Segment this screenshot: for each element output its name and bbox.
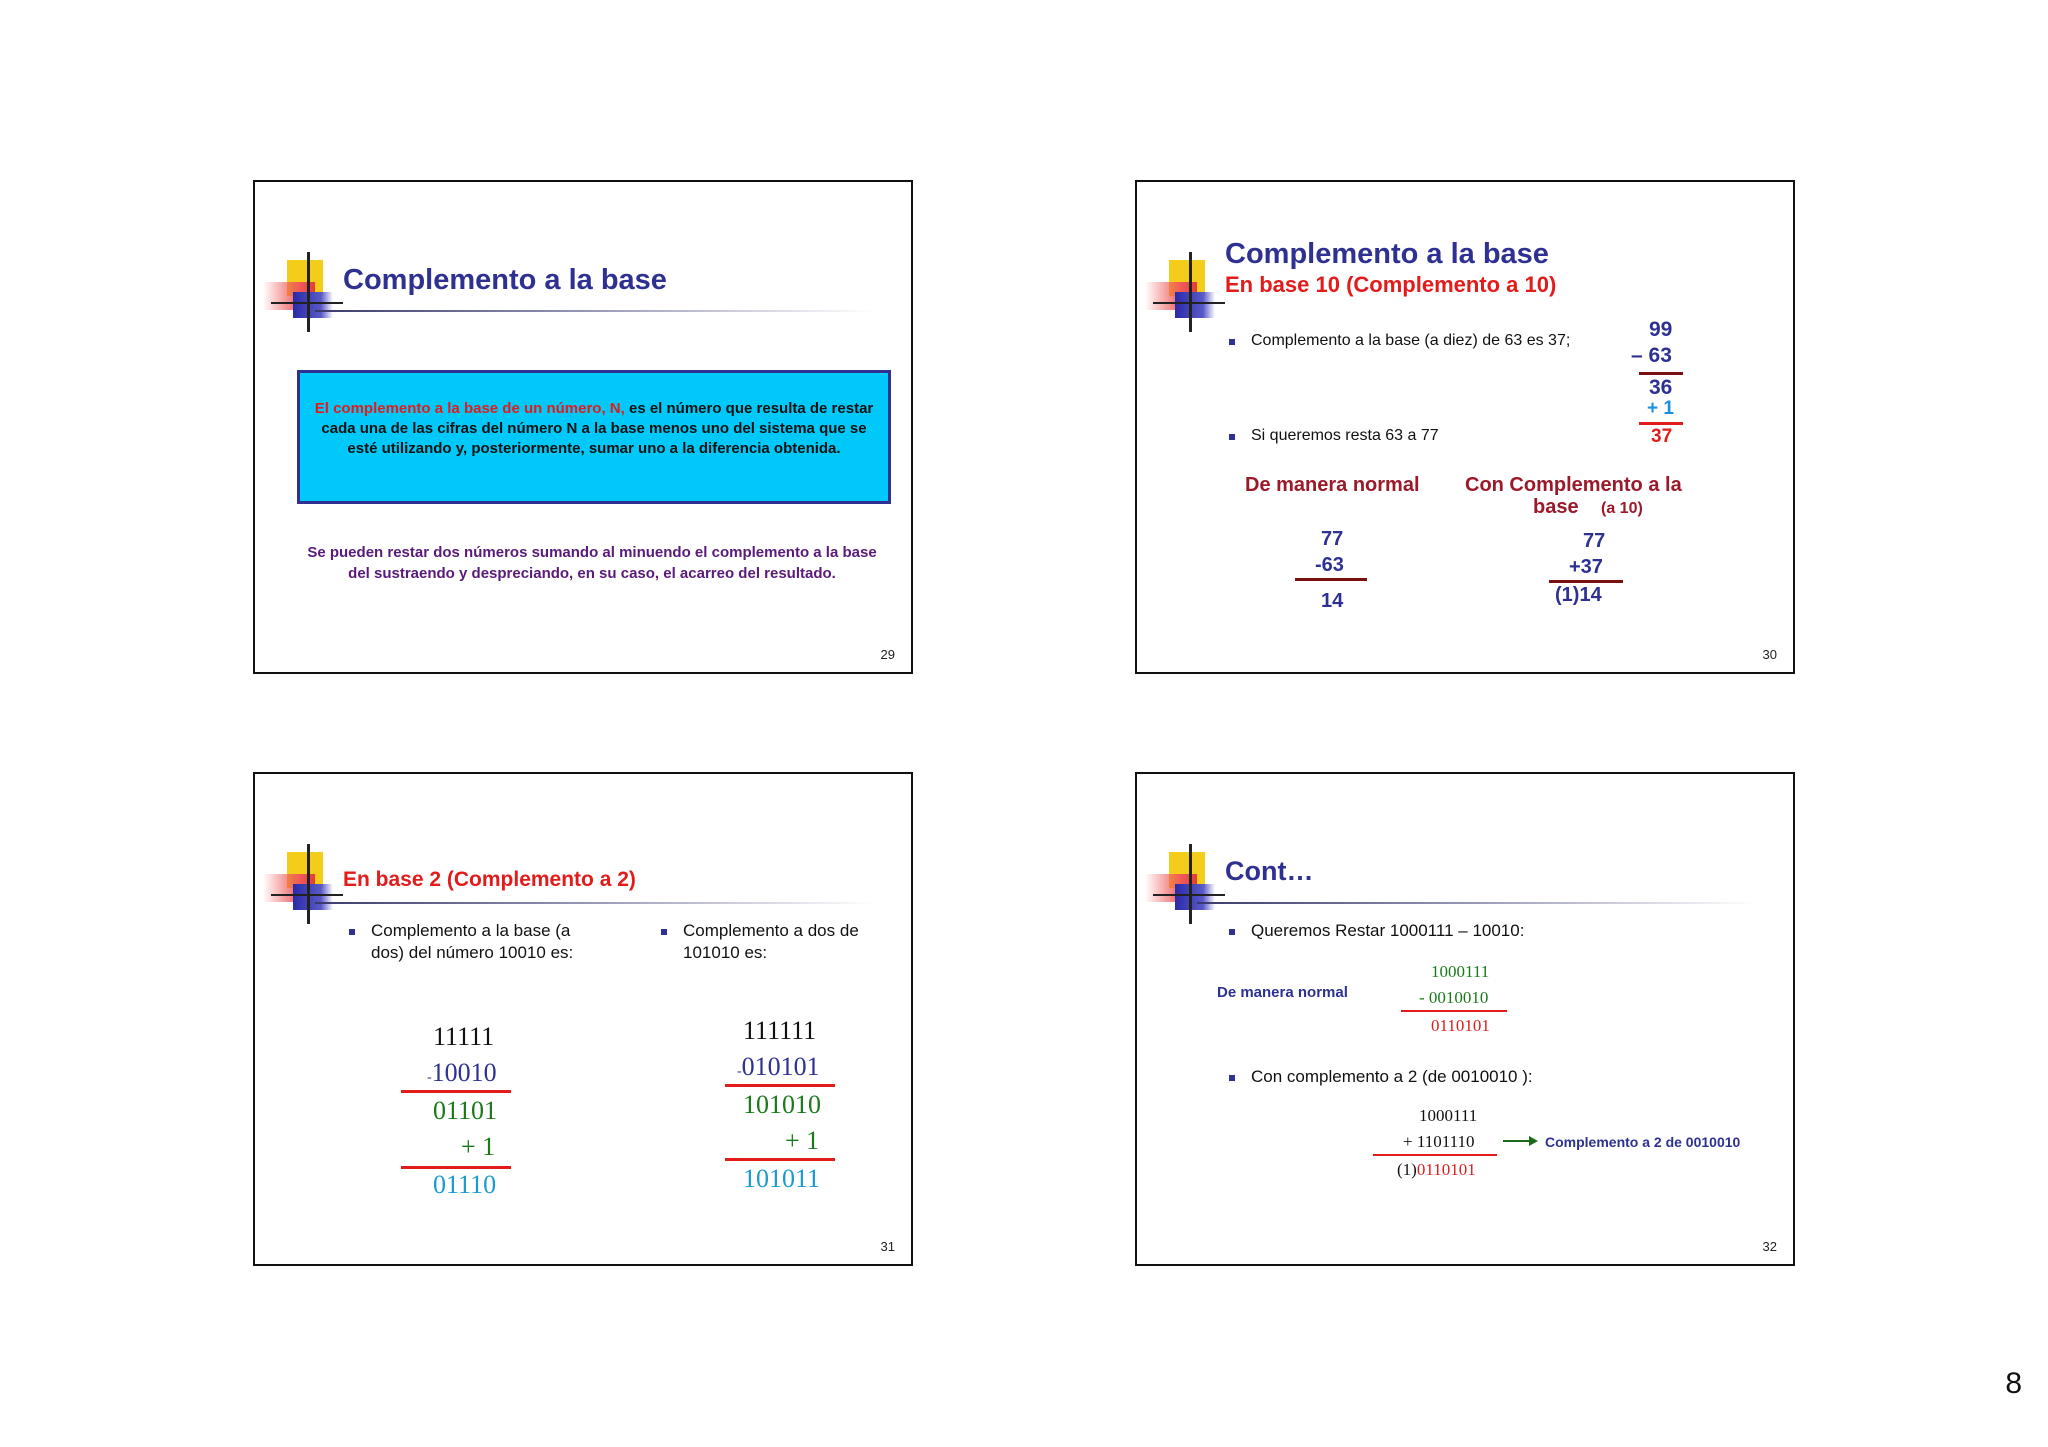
bullet-item [1251, 920, 1524, 942]
calc-rule [725, 1158, 835, 1161]
bullet-text: Complemento a dos de 101010 es: [683, 921, 859, 962]
slide-30 [1135, 180, 1795, 674]
complement-value: 1000111 [1419, 1106, 1478, 1125]
complement-label: base [1533, 496, 1579, 518]
slide-number: 31 [880, 1239, 895, 1254]
slide-logo-icon [263, 252, 343, 332]
result-digits: 0110101 [1416, 1160, 1476, 1179]
slide-title: Complemento a la base [343, 264, 667, 296]
slide-subtitle: En base 10 (Complemento a 10) [1225, 272, 1557, 297]
slide-logo-icon [263, 844, 343, 924]
slide-number: 32 [1762, 1239, 1777, 1254]
title-rule [1197, 902, 1757, 904]
arrow-right-icon [1503, 1134, 1539, 1148]
complement-rule [1549, 580, 1623, 583]
bullet-item [371, 920, 603, 964]
slide-logo-icon [1145, 844, 1225, 924]
bullet-item [1251, 330, 1570, 352]
normal-value: 77 [1321, 528, 1344, 550]
page-number: 8 [2005, 1367, 2022, 1400]
bullet-text: Si queremos resta 63 a 77 [1251, 427, 1439, 444]
minus-sign: - [427, 1070, 432, 1085]
slide-title: Cont… [1225, 856, 1314, 886]
normal-rule [1295, 578, 1367, 581]
binary-digits: 10010 [431, 1058, 497, 1087]
complement-label: (a 10) [1601, 500, 1643, 517]
definition-highlight: El complemento a la base de un número, N, [314, 400, 625, 417]
calc-rule [1639, 372, 1683, 375]
arrow-label: Complemento a 2 de 0010010 [1545, 1134, 1741, 1150]
calc-rule [725, 1084, 835, 1087]
calc-rule [1401, 1010, 1507, 1012]
binary-value: + 1 [785, 1126, 820, 1155]
complement-value [1397, 1160, 1476, 1180]
title-rule [315, 902, 875, 904]
complement-value: + 1101110 [1403, 1132, 1475, 1151]
carry-prefix: (1) [1397, 1160, 1417, 1179]
bullet-text: Complemento a la base (a dos) del número 10010 es: [371, 921, 574, 962]
binary-digits: 010101 [741, 1052, 820, 1081]
binary-value: 111111 [743, 1016, 817, 1045]
bullet-item [683, 920, 883, 964]
slide-number: 30 [1762, 647, 1777, 662]
normal-value: -63 [1315, 554, 1344, 576]
normal-value: 14 [1321, 590, 1344, 612]
binary-value: + 1 [461, 1132, 496, 1161]
binary-value [737, 1052, 820, 1082]
slide-number: 29 [880, 647, 895, 662]
binary-value: 101011 [743, 1164, 821, 1193]
calc-value: + 1 [1647, 398, 1674, 419]
bullet-item [1251, 425, 1439, 447]
binary-value: 11111 [433, 1022, 495, 1051]
definition-box [297, 370, 891, 504]
binary-value: 101010 [743, 1090, 821, 1119]
normal-label: De manera normal [1217, 984, 1348, 1001]
slide-subtitle: En base 2 (Complemento a 2) [343, 868, 636, 891]
slide-title: Complemento a la base [1225, 238, 1549, 270]
normal-label: De manera normal [1245, 474, 1420, 496]
normal-value: 1000111 [1431, 962, 1490, 981]
binary-value: 01110 [433, 1170, 497, 1199]
calc-value: 36 [1649, 376, 1673, 399]
normal-value: - 0010010 [1419, 988, 1489, 1007]
bullet-text: Con complemento a 2 (de 0010010 ): [1251, 1067, 1533, 1086]
binary-value [427, 1058, 497, 1088]
calc-value: 99 [1649, 318, 1673, 341]
complement-value: 77 [1583, 530, 1606, 552]
calc-value: 37 [1651, 426, 1673, 447]
complement-value: +37 [1569, 556, 1603, 578]
subtraction-note: Se pueden restar dos números sumando al minuendo el complemento a la base del sustraendo y despreciando, en su caso, el acarreo del resultado. [307, 544, 877, 582]
normal-value: 0110101 [1431, 1016, 1490, 1035]
complement-value: (1)14 [1555, 584, 1602, 606]
slide-29 [253, 180, 913, 674]
slide-logo-icon [1145, 252, 1225, 332]
binary-value: 01101 [433, 1096, 498, 1125]
calc-rule [1373, 1154, 1497, 1156]
calc-rule [401, 1090, 511, 1093]
definition-text: es el número que resulta de restar cada una de las cifras del número N a la base menos uno del sistema que se esté utilizando y, posteriormente, sumar uno a la diferencia obtenida. [321, 400, 874, 457]
bullet-text: Complemento a la base (a diez) de 63 es 37; [1251, 332, 1571, 349]
minus-sign: - [737, 1064, 742, 1079]
slide-32 [1135, 772, 1795, 1266]
bullet-text: Queremos Restar 1000111 – 10010: [1251, 921, 1525, 940]
calc-rule [401, 1166, 511, 1169]
slide-31 [253, 772, 913, 1266]
title-rule [315, 310, 875, 312]
calc-rule [1639, 422, 1683, 425]
bullet-item [1251, 1066, 1533, 1088]
complement-label: Con Complemento a la [1465, 474, 1682, 496]
calc-value: – 63 [1631, 344, 1672, 367]
